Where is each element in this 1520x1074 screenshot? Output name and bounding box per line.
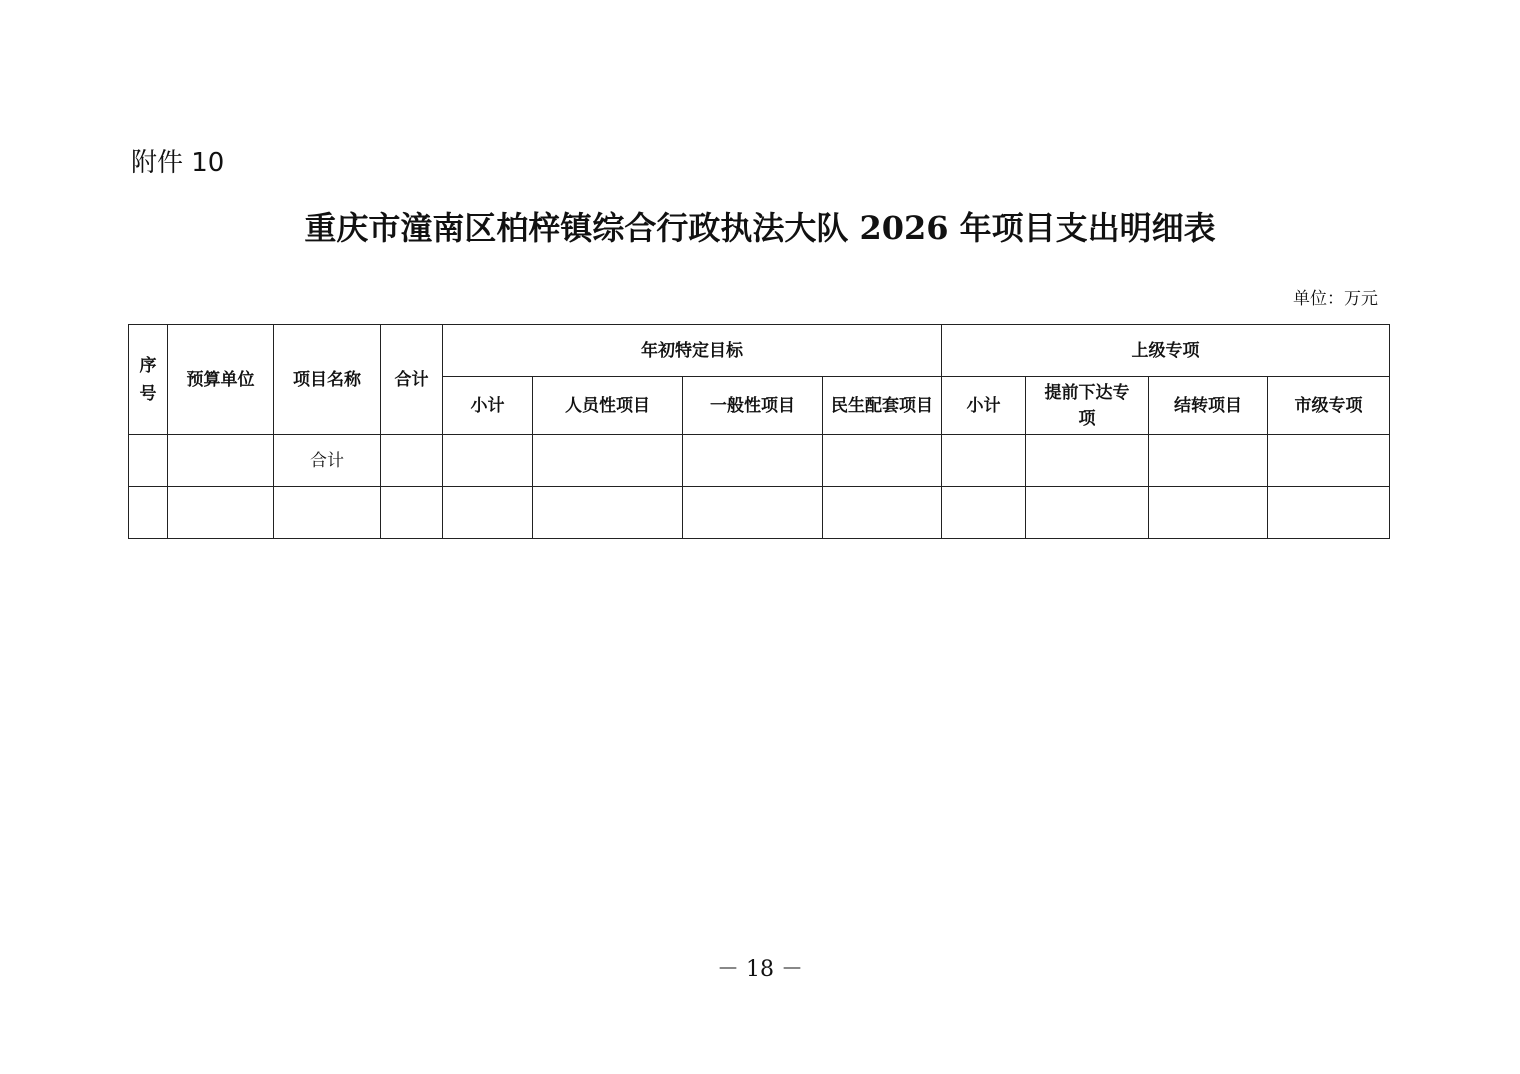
header-seq xyxy=(129,325,168,435)
cell-superior-subtotal xyxy=(942,487,1026,539)
cell-project-name: 合计 xyxy=(274,435,381,487)
page-number: － 18 － xyxy=(717,957,803,982)
header-project-name: 项目名称 xyxy=(274,325,381,435)
header-budget-unit: 预算单位 xyxy=(168,325,274,435)
cell-seq xyxy=(129,487,168,539)
header-initial-personnel: 人员性项目 xyxy=(533,377,683,435)
header-initial-livelihood: 民生配套项目 xyxy=(823,377,942,435)
header-initial-subtotal: 小计 xyxy=(443,377,533,435)
cell-superior-municipal xyxy=(1268,487,1390,539)
cell-budget-unit xyxy=(168,487,274,539)
cell-superior-advance xyxy=(1026,435,1149,487)
header-total: 合计 xyxy=(381,325,443,435)
cell-budget-unit xyxy=(168,435,274,487)
cell-seq xyxy=(129,435,168,487)
header-initial-general: 一般性项目 xyxy=(683,377,823,435)
header-row-group xyxy=(129,325,1390,377)
cell-total xyxy=(381,435,443,487)
header-superior-advance: 提前下达专项 xyxy=(1026,377,1149,435)
project-expense-table xyxy=(128,324,1390,539)
cell-superior-advance xyxy=(1026,487,1149,539)
header-group-initial-target: 年初特定目标 xyxy=(443,325,942,377)
header-group-superior-special: 上级专项 xyxy=(942,325,1390,377)
cell-initial-livelihood xyxy=(823,435,942,487)
header-superior-municipal: 市级专项 xyxy=(1268,377,1390,435)
cell-initial-subtotal xyxy=(443,435,533,487)
cell-superior-subtotal xyxy=(942,435,1026,487)
attachment-label: 附件 10 xyxy=(131,148,225,178)
header-superior-subtotal: 小计 xyxy=(942,377,1026,435)
cell-superior-carryover xyxy=(1149,435,1268,487)
cell-initial-personnel xyxy=(533,435,683,487)
cell-initial-subtotal xyxy=(443,487,533,539)
cell-initial-personnel xyxy=(533,487,683,539)
unit-label: 单位：万元 xyxy=(1293,289,1378,309)
cell-initial-general xyxy=(683,487,823,539)
cell-project-name xyxy=(274,487,381,539)
table-row xyxy=(129,487,1390,539)
document-title: 重庆市潼南区柏梓镇综合行政执法大队 2026 年项目支出明细表 xyxy=(304,209,1216,247)
cell-total xyxy=(381,487,443,539)
cell-initial-general xyxy=(683,435,823,487)
cell-superior-carryover xyxy=(1149,487,1268,539)
table-row xyxy=(129,435,1390,487)
cell-superior-municipal xyxy=(1268,435,1390,487)
cell-initial-livelihood xyxy=(823,487,942,539)
header-superior-carryover: 结转项目 xyxy=(1149,377,1268,435)
header-seq-label: 序号 xyxy=(139,355,157,404)
